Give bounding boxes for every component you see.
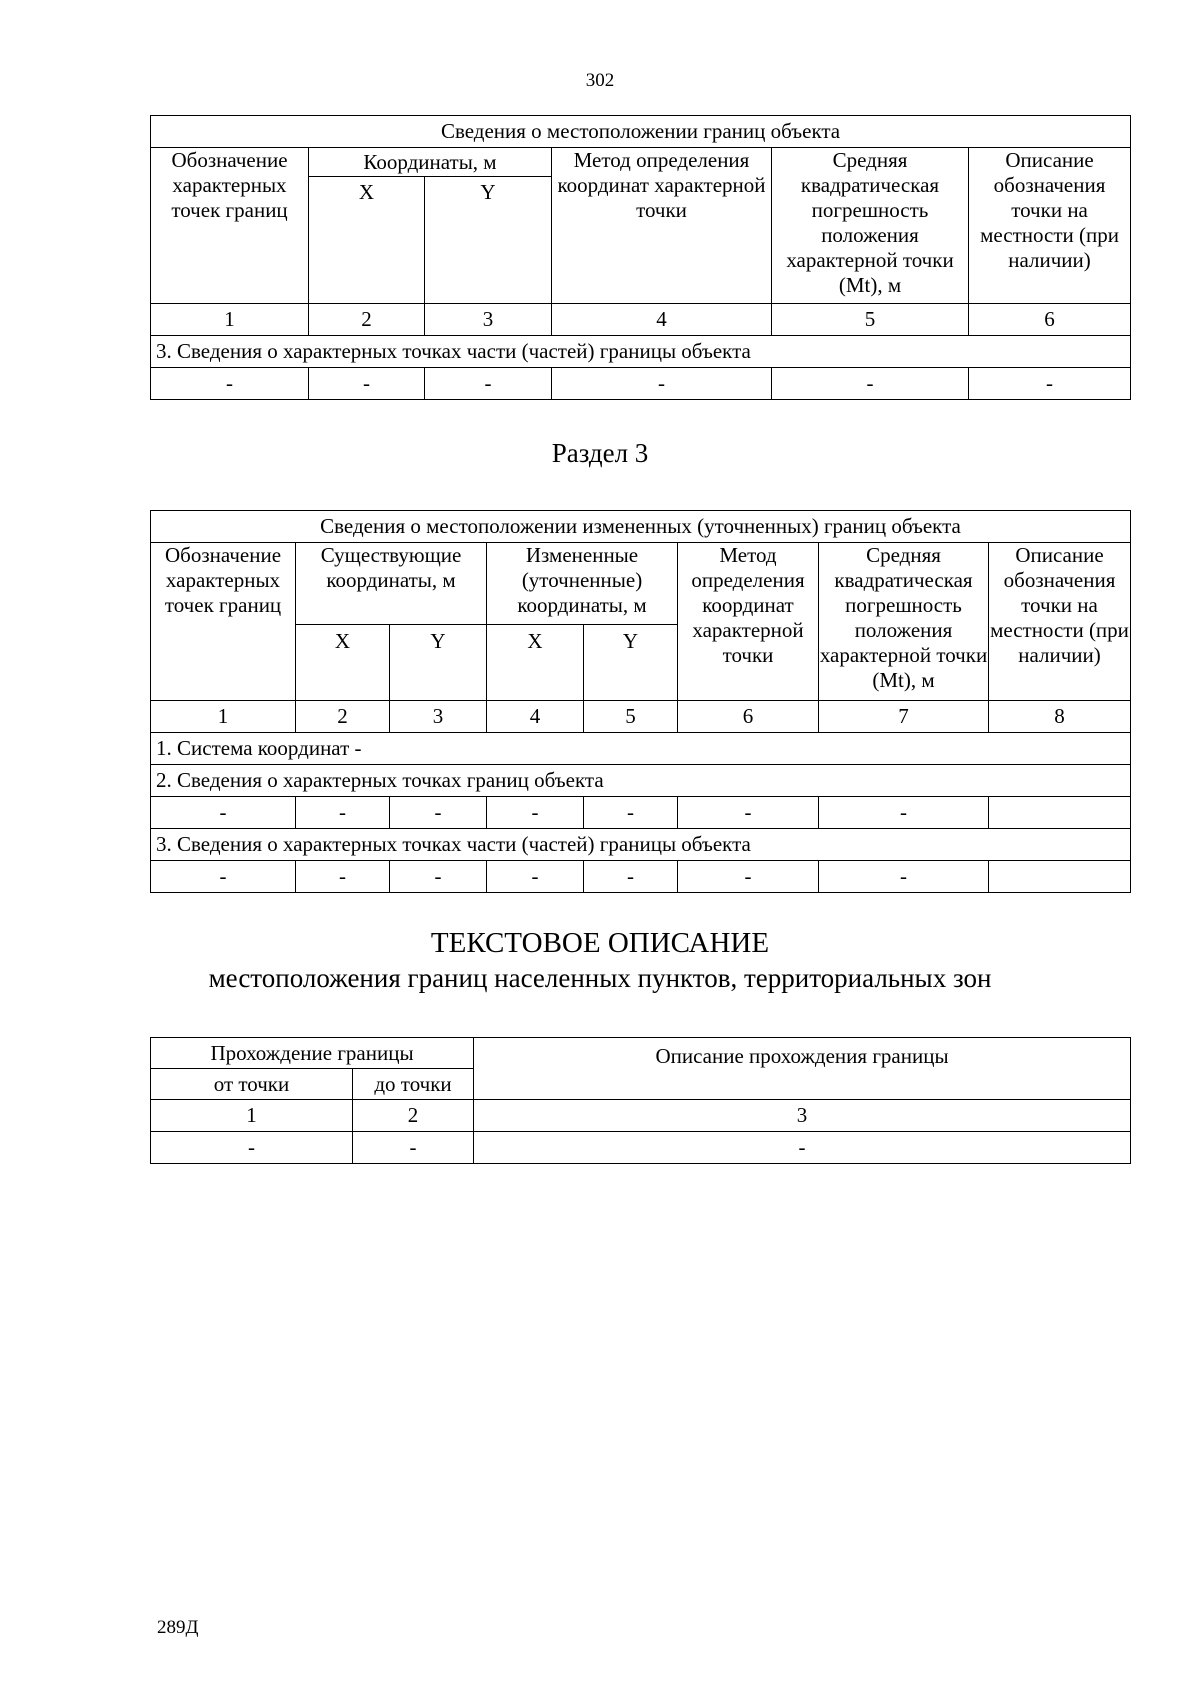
table-caption: Сведения о местоположении измененных (уточненных) границ объекта bbox=[151, 511, 1131, 543]
text-description-subtitle: местоположения границ населенных пунктов, территориальных зон bbox=[208, 963, 992, 993]
changed-boundary-table bbox=[150, 510, 1131, 893]
table-cell: - bbox=[151, 368, 309, 400]
table-cell: - bbox=[353, 1132, 474, 1164]
section-row: 3. Сведения о характерных точках части (частей) границы объекта bbox=[151, 336, 1131, 368]
header-method: Метод определения координат характерной точки bbox=[552, 148, 772, 304]
header-description: Описание обозначения точки на местности (при наличии) bbox=[989, 543, 1131, 701]
col-number: 5 bbox=[584, 701, 678, 733]
table-cell: - bbox=[552, 368, 772, 400]
header-to-point: до точки bbox=[353, 1069, 474, 1100]
table-cell: - bbox=[584, 797, 678, 829]
table-cell: - bbox=[425, 368, 552, 400]
table-cell: - bbox=[772, 368, 969, 400]
col-number: 3 bbox=[425, 304, 552, 336]
header-method: Метод определения координат характерной точки bbox=[678, 543, 819, 701]
table-cell: - bbox=[969, 368, 1131, 400]
boundary-table bbox=[150, 115, 1131, 400]
header-points: Обозначение характерных точек границ bbox=[151, 543, 296, 701]
table-cell bbox=[989, 861, 1131, 893]
col-number: 2 bbox=[353, 1100, 474, 1132]
header-points: Обозначение характерных точек границ bbox=[151, 148, 309, 304]
col-number: 4 bbox=[487, 701, 584, 733]
col-number: 4 bbox=[552, 304, 772, 336]
header-coords: Координаты, м bbox=[309, 148, 552, 177]
table-cell: - bbox=[819, 797, 989, 829]
section-heading: Раздел 3 bbox=[551, 438, 649, 468]
header-y: Y bbox=[390, 625, 487, 701]
section-row: 3. Сведения о характерных точках части (частей) границы объекта bbox=[151, 829, 1131, 861]
col-number: 2 bbox=[309, 304, 425, 336]
table-cell: - bbox=[151, 1132, 353, 1164]
table-cell: - bbox=[584, 861, 678, 893]
col-number: 1 bbox=[151, 701, 296, 733]
col-number: 6 bbox=[678, 701, 819, 733]
col-number: 6 bbox=[969, 304, 1131, 336]
table-cell: - bbox=[309, 368, 425, 400]
table-cell: - bbox=[390, 797, 487, 829]
col-number: 1 bbox=[151, 1100, 353, 1132]
table-cell: - bbox=[390, 861, 487, 893]
table-cell: - bbox=[819, 861, 989, 893]
table-cell: - bbox=[487, 861, 584, 893]
col-number: 7 bbox=[819, 701, 989, 733]
table-cell: - bbox=[474, 1132, 1131, 1164]
header-error: Средняя квадратическая погрешность положения характерной точки (Mt), м bbox=[819, 543, 989, 701]
header-from-point: от точки bbox=[151, 1069, 353, 1100]
table-cell: - bbox=[487, 797, 584, 829]
header-y: Y bbox=[584, 625, 678, 701]
table-cell: - bbox=[678, 797, 819, 829]
footer-code: 289Д bbox=[157, 1617, 199, 1638]
boundary-description-table bbox=[150, 1037, 1131, 1164]
header-error: Средняя квадратическая погрешность положения характерной точки (Mt), м bbox=[772, 148, 969, 304]
header-passage-description: Описание прохождения границы bbox=[474, 1038, 1131, 1100]
header-boundary-passage: Прохождение границы bbox=[151, 1038, 474, 1069]
col-number: 3 bbox=[474, 1100, 1131, 1132]
col-number: 3 bbox=[390, 701, 487, 733]
text-description-title: ТЕКСТОВОЕ ОПИСАНИЕ bbox=[430, 927, 770, 959]
col-number: 1 bbox=[151, 304, 309, 336]
col-number: 5 bbox=[772, 304, 969, 336]
page-number: 302 bbox=[585, 70, 615, 91]
table-cell: - bbox=[296, 861, 390, 893]
col-number: 8 bbox=[989, 701, 1131, 733]
col-number: 2 bbox=[296, 701, 390, 733]
header-description: Описание обозначения точки на местности (при наличии) bbox=[969, 148, 1131, 304]
section-row: 1. Система координат - bbox=[151, 733, 1131, 765]
header-x: X bbox=[296, 625, 390, 701]
table-cell: - bbox=[296, 797, 390, 829]
table-cell: - bbox=[678, 861, 819, 893]
table-cell: - bbox=[151, 797, 296, 829]
table-cell bbox=[989, 797, 1131, 829]
section-row: 2. Сведения о характерных точках границ объекта bbox=[151, 765, 1131, 797]
header-existing-coords: Существующие координаты, м bbox=[296, 543, 487, 625]
header-changed-coords: Измененные (уточненные) координаты, м bbox=[487, 543, 678, 625]
header-y: Y bbox=[425, 177, 552, 304]
header-x: X bbox=[487, 625, 584, 701]
table-caption: Сведения о местоположении границ объекта bbox=[151, 116, 1131, 148]
header-x: X bbox=[309, 177, 425, 304]
table-cell: - bbox=[151, 861, 296, 893]
